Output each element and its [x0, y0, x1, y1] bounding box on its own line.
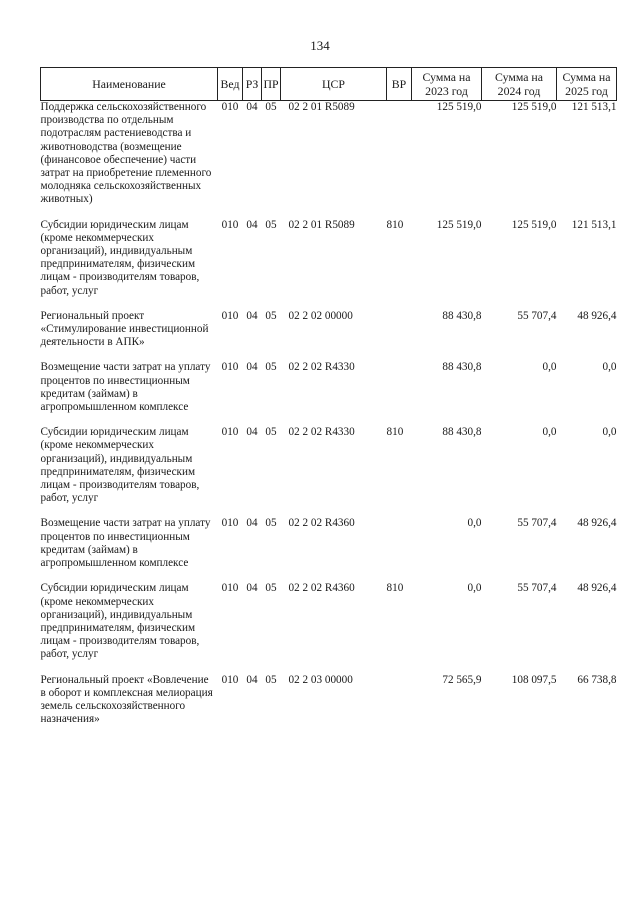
- row-csr: 02 2 01 R5089: [288, 218, 355, 231]
- header-sum-2024: Сумма на 2024 год: [482, 68, 557, 101]
- row-name: Возмещение части затрат на уплату процентов по инвестиционным кредитам (займам) в агропромышленном комплексе: [40, 517, 211, 570]
- row-ved: 010: [221, 218, 239, 231]
- budget-table: [40, 67, 617, 738]
- row-ved: 010: [221, 673, 239, 686]
- row-sum-2025: 66 738,8: [577, 673, 617, 686]
- row-vr: [387, 517, 412, 582]
- row-name: Субсидии юридическим лицам (кроме некоммерческих организаций), индивидуальным предпринимателям, физическим лицам - производителям товаров, работ, услуг: [40, 426, 200, 505]
- row-sum-2024: 108 097,5: [511, 673, 557, 686]
- row-csr: 02 2 02 R4330: [288, 426, 355, 439]
- row-vr: [387, 361, 412, 426]
- table-row: [41, 219, 617, 310]
- row-sum-2023: 0,0: [467, 517, 482, 530]
- row-sum-2024: 55 707,4: [517, 582, 557, 595]
- header-csr: ЦСР: [281, 68, 387, 101]
- row-pr: 05: [265, 309, 277, 322]
- row-rz: 04: [246, 673, 258, 686]
- row-csr: 02 2 02 R4330: [288, 361, 355, 374]
- table-row: [41, 582, 617, 673]
- row-sum-2024: 0,0: [542, 361, 557, 374]
- row-pr: 05: [265, 673, 277, 686]
- row-sum-2024: 125 519,0: [511, 218, 557, 231]
- row-name: Региональный проект «Стимулирование инвестиционной деятельности в АПК»: [40, 309, 209, 349]
- header-sum-2025: Сумма на 2025 год: [557, 68, 617, 101]
- row-sum-2023: 125 519,0: [436, 218, 482, 231]
- row-pr: 05: [265, 361, 277, 374]
- row-sum-2024: 55 707,4: [517, 309, 557, 322]
- row-rz: 04: [246, 218, 258, 231]
- page-number: 134: [310, 38, 330, 53]
- row-sum-2023: 88 430,8: [442, 309, 482, 322]
- row-vr: [387, 310, 412, 362]
- row-pr: 05: [265, 582, 277, 595]
- row-rz: 04: [246, 517, 258, 530]
- row-sum-2023: 88 430,8: [442, 426, 482, 439]
- header-ved: Вед: [218, 68, 243, 101]
- row-vr: [387, 674, 412, 739]
- row-vr: 810: [386, 426, 404, 439]
- table-row: [41, 361, 617, 426]
- row-pr: 05: [265, 218, 277, 231]
- row-sum-2025: 48 926,4: [577, 582, 617, 595]
- row-pr: 05: [265, 517, 277, 530]
- row-rz: 04: [246, 309, 258, 322]
- row-ved: 010: [221, 309, 239, 322]
- table-row: [41, 674, 617, 739]
- row-name: Возмещение части затрат на уплату процентов по инвестиционным кредитам (займам) в агропромышленном комплексе: [40, 361, 211, 414]
- header-name: Наименование: [41, 68, 218, 101]
- row-csr: 02 2 02 R4360: [288, 517, 355, 530]
- row-sum-2024: 125 519,0: [511, 101, 557, 113]
- table-body: [41, 101, 617, 739]
- row-vr: 810: [386, 582, 404, 595]
- row-csr: 02 2 03 00000: [288, 673, 353, 686]
- row-csr: 02 2 02 00000: [288, 309, 353, 322]
- header-sum-2023: Сумма на 2023 год: [412, 68, 482, 101]
- table-row: [41, 310, 617, 362]
- header-pr: ПР: [262, 68, 281, 101]
- row-sum-2025: 121 513,1: [571, 218, 617, 231]
- row-pr: 05: [265, 101, 277, 113]
- row-sum-2025: 48 926,4: [577, 517, 617, 530]
- row-sum-2024: 0,0: [542, 426, 557, 439]
- row-rz: 04: [246, 361, 258, 374]
- row-sum-2025: 0,0: [602, 361, 617, 374]
- row-sum-2023: 125 519,0: [436, 101, 482, 113]
- row-ved: 010: [221, 361, 239, 374]
- row-ved: 010: [221, 517, 239, 530]
- row-ved: 010: [221, 101, 239, 113]
- row-pr: 05: [265, 426, 277, 439]
- row-sum-2025: 48 926,4: [577, 309, 617, 322]
- row-rz: 04: [246, 426, 258, 439]
- row-sum-2023: 88 430,8: [442, 361, 482, 374]
- row-vr: 810: [386, 218, 404, 231]
- row-vr: [387, 101, 412, 219]
- table-row: [41, 426, 617, 517]
- header-vr: ВР: [387, 68, 412, 101]
- row-sum-2024: 55 707,4: [517, 517, 557, 530]
- table-header: [41, 68, 617, 101]
- row-csr: 02 2 02 R4360: [288, 582, 355, 595]
- row-csr: 02 2 01 R5089: [288, 101, 355, 113]
- header-rz: РЗ: [243, 68, 262, 101]
- row-name: Региональный проект «Вовлечение в оборот и комплексная мелиорация земель сельскохозяйственного назначения»: [40, 673, 213, 726]
- table-row: [41, 101, 617, 219]
- row-name: Поддержка сельскохозяйственного производства по отдельным подотраслям растениеводства и животноводства (возмещение (финансовое обеспечение) части затрат на приобретение племенного молодняка сельскохозяйственных животных): [40, 101, 212, 206]
- row-sum-2025: 121 513,1: [571, 101, 617, 113]
- row-ved: 010: [221, 582, 239, 595]
- row-rz: 04: [246, 101, 258, 113]
- row-sum-2023: 72 565,9: [442, 673, 482, 686]
- table-row: [41, 517, 617, 582]
- row-rz: 04: [246, 582, 258, 595]
- row-name: Субсидии юридическим лицам (кроме некоммерческих организаций), индивидуальным предпринимателям, физическим лицам - производителям товаров, работ, услуг: [40, 218, 200, 297]
- row-ved: 010: [221, 426, 239, 439]
- row-sum-2025: 0,0: [602, 426, 617, 439]
- row-sum-2023: 0,0: [467, 582, 482, 595]
- row-name: Субсидии юридическим лицам (кроме некоммерческих организаций), индивидуальным предпринимателям, физическим лицам - производителям товаров, работ, услуг: [40, 582, 200, 661]
